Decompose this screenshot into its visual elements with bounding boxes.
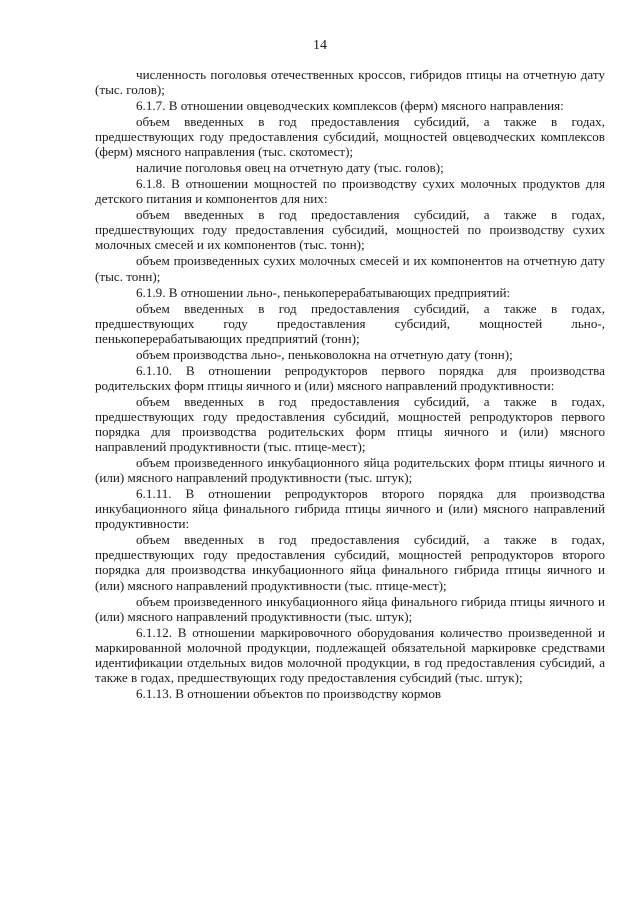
paragraph: объем введенных в год предоставления субсидий, а также в годах, предшествующих году предоставления субсидий, мощностей репродукторов первого порядка для производства родительских форм птицы яичного и (или) мясного направлений продуктивности (тыс. птице-мест);: [95, 393, 605, 455]
paragraph: объем введенных в год предоставления субсидий, а также в годах, предшествующих году предоставления субсидий, мощностей по производству сухих молочных смесей и их компонентов (тыс. тонн);: [95, 207, 605, 253]
paragraph: объем производства льно-, пеньковолокна на отчетную дату (тонн);: [136, 346, 513, 362]
paragraph: 6.1.8. В отношении мощностей по производству сухих молочных продуктов для детского питания и компонентов для них:: [95, 176, 605, 207]
paragraph: 6.1.13. В отношении объектов по производству кормов: [136, 685, 442, 701]
paragraph: объем введенных в год предоставления субсидий, а также в годах, предшествующих году предоставления субсидий, мощностей репродукторов второго порядка для производства инкубационного яйца финального гибрида птицы яичного и (или) мясного направлений продуктивности (тыс. птице-мест);: [95, 532, 605, 593]
paragraph: объем произведенного инкубационного яйца родительских форм птицы яичного и (или) мясного направлений продуктивности (тыс. штук);: [95, 455, 605, 486]
paragraph: объем введенных в год предоставления субсидий, а также в годах, предшествующих году предоставления субсидий, мощностей овцеводческих комплексов (ферм) мясного направления (тыс. скотомест);: [95, 114, 605, 160]
document-body: [95, 67, 605, 702]
paragraph: 6.1.7. В отношении овцеводческих комплексов (ферм) мясного направления:: [136, 98, 564, 114]
page-number: 14: [313, 38, 327, 53]
paragraph: объем произведенных сухих молочных смесей и их компонентов на отчетную дату (тыс. тонн);: [95, 253, 605, 284]
paragraph: объем введенных в год предоставления субсидий, а также в годах, предшествующих году предоставления субсидий, мощностей льно-, пенькоперерабатывающих предприятий (тонн);: [95, 300, 605, 346]
paragraph: 6.1.11. В отношении репродукторов второго порядка для производства инкубационного яйца финального гибрида птицы яичного и (или) мясного направлений продуктивности:: [95, 486, 605, 532]
paragraph: 6.1.10. В отношении репродукторов первого порядка для производства родительских форм птицы яичного и (или) мясного направлений продуктивности:: [95, 362, 605, 393]
paragraph: 6.1.9. В отношении льно-, пенькоперерабатывающих предприятий:: [136, 284, 511, 300]
paragraph: численность поголовья отечественных кроссов, гибридов птицы на отчетную дату (тыс. голов);: [95, 67, 605, 98]
paragraph: наличие поголовья овец на отчетную дату (тыс. голов);: [136, 160, 444, 176]
paragraph: объем произведенного инкубационного яйца финального гибрида птицы яичного и (или) мясного направлений продуктивности (тыс. штук);: [95, 593, 605, 624]
paragraph: 6.1.12. В отношении маркировочного оборудования количество произведенной и маркированной молочной продукции, подлежащей обязательной маркировке средствами идентификации отдельных видов молочной продукции, в год предоставления субсидий, а также в годах, предшествующих году предоставления субсидий (тыс. штук);: [95, 624, 605, 685]
